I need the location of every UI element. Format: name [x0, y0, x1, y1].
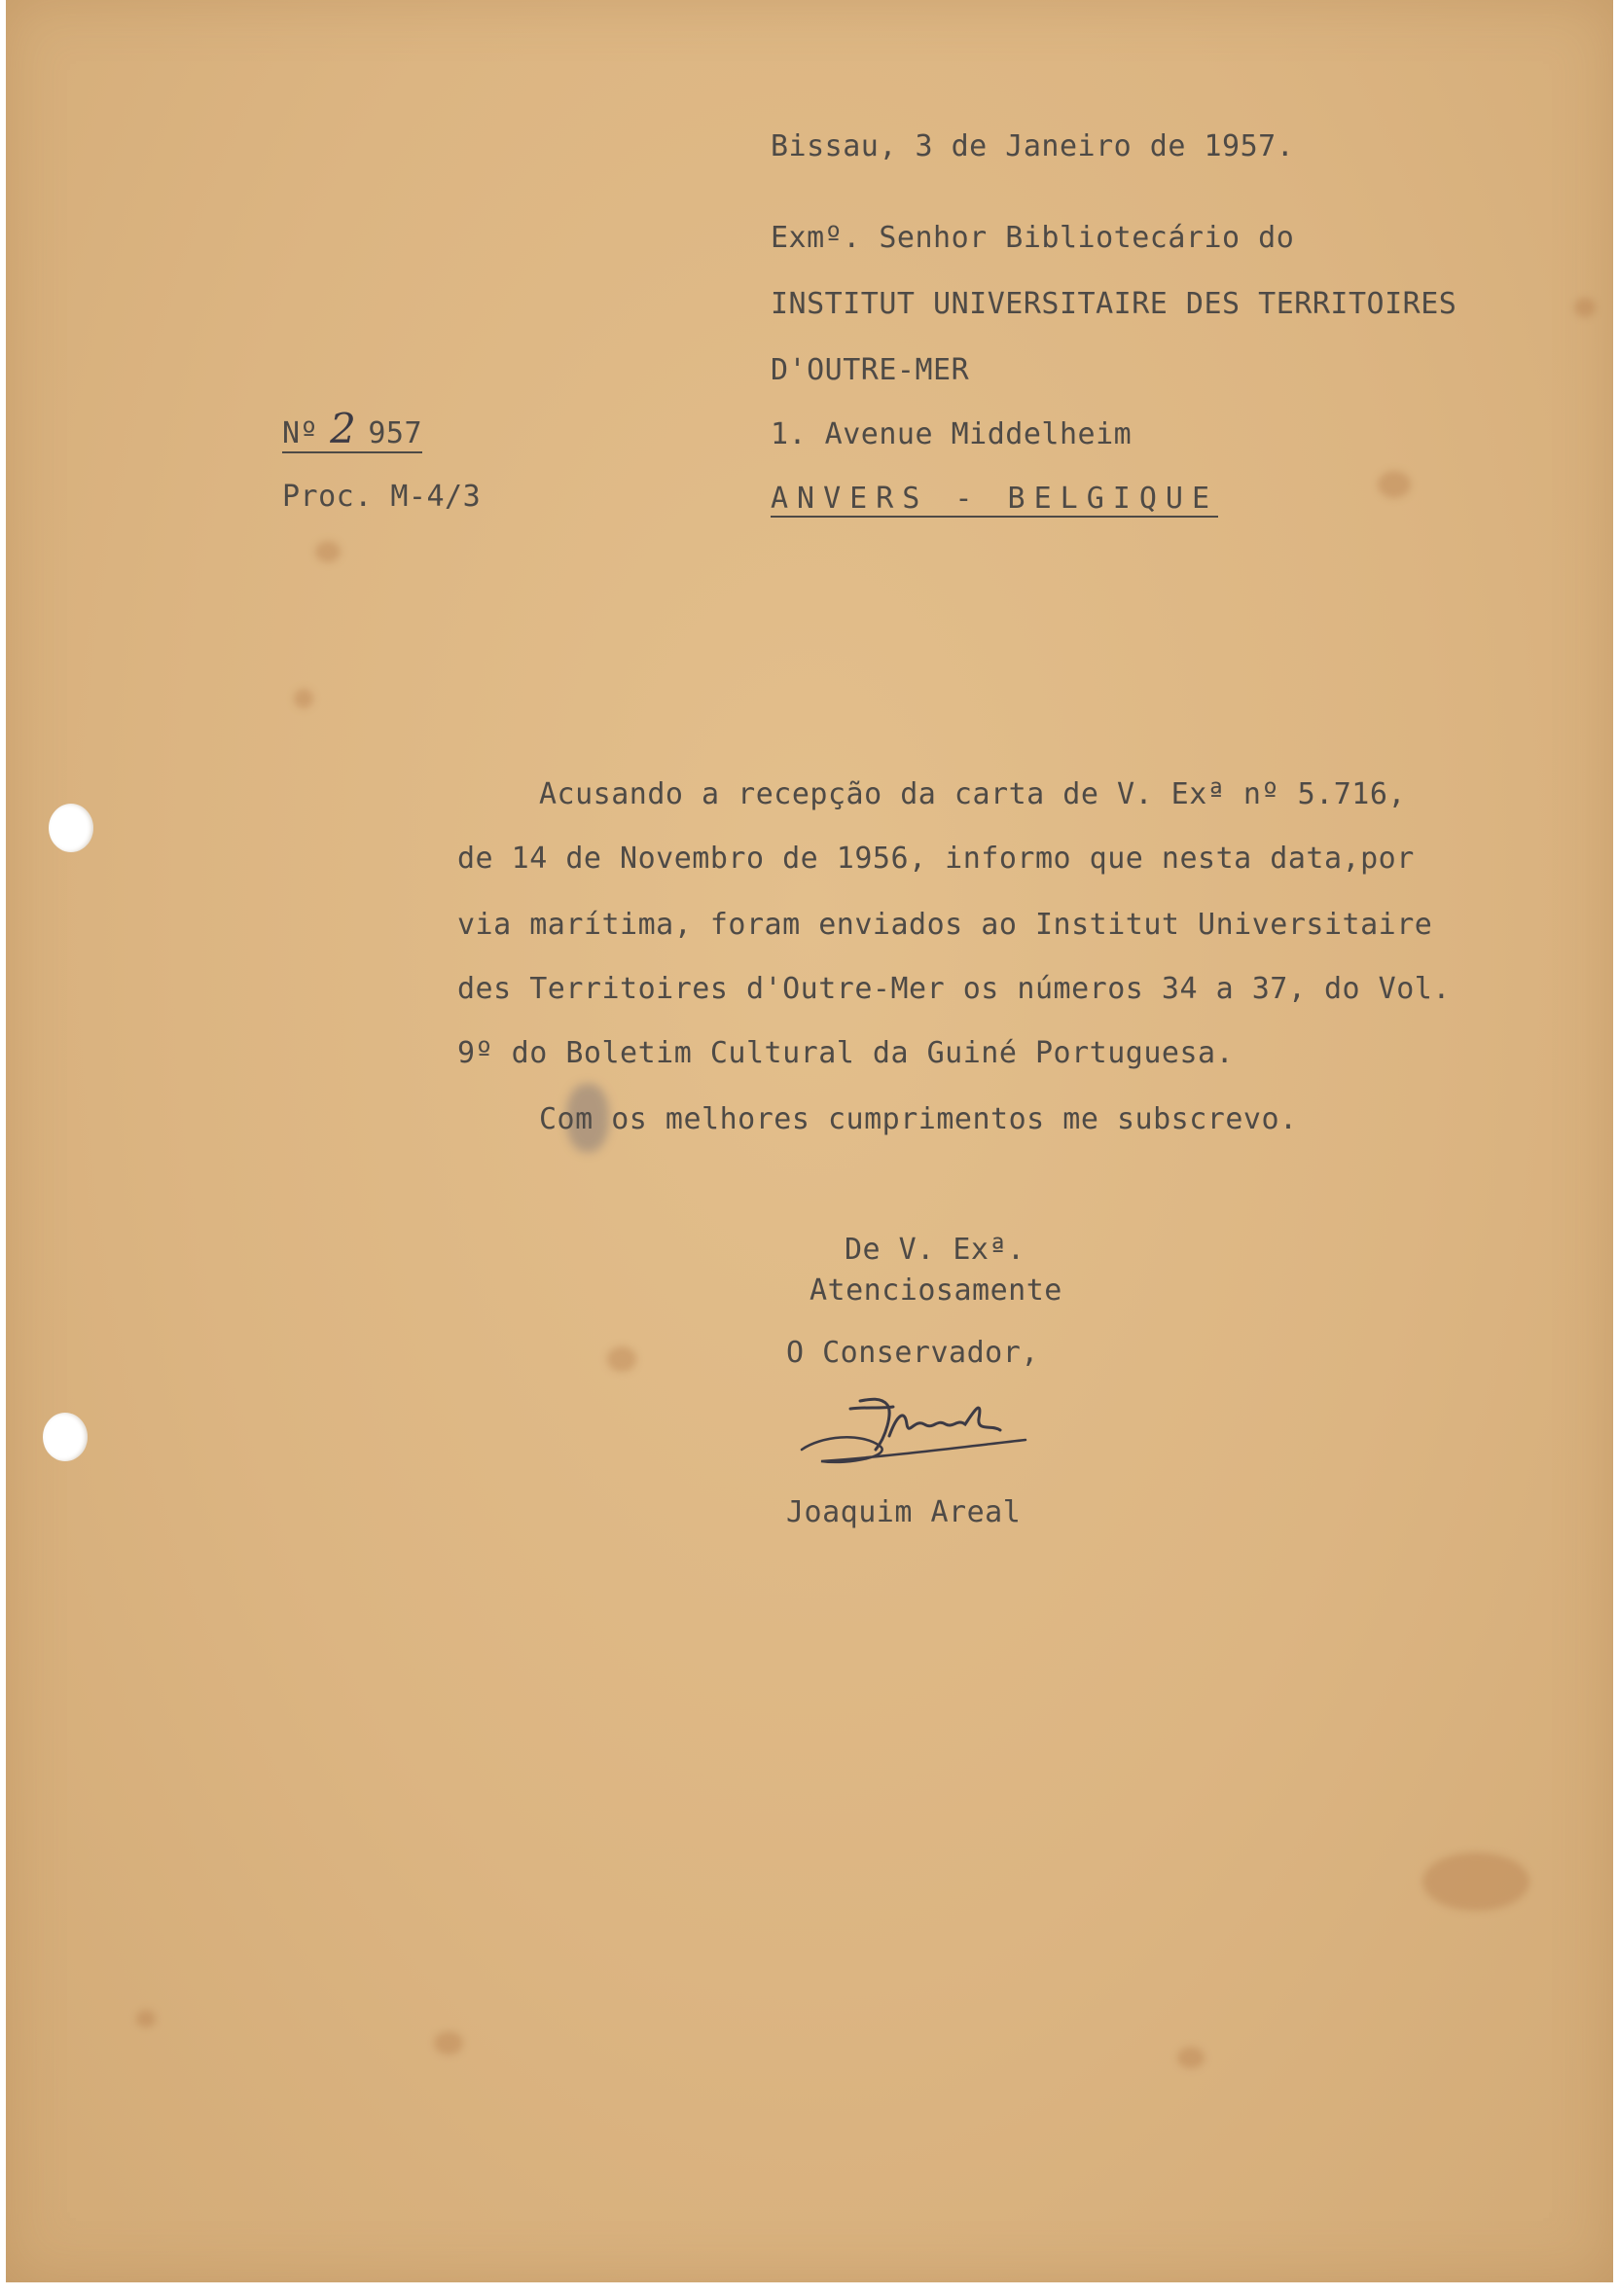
body-line-1: Acusando a recepção da carta de V. Exª nº 5.716,	[539, 777, 1406, 811]
paper-stain	[1574, 298, 1596, 317]
paper-stain	[294, 689, 313, 708]
place-date: Bissau, 3 de Janeiro de 1957.	[771, 129, 1295, 163]
reference-number-prefix: Nº	[282, 416, 319, 450]
paper-stain	[607, 1346, 636, 1372]
punch-hole-top	[49, 804, 93, 852]
addressee-street: 1. Avenue Middelheim	[771, 417, 1133, 451]
paper-stain	[315, 541, 341, 562]
reference-number	[282, 405, 423, 453]
reference-process: Proc. M-4/3	[282, 480, 482, 514]
addressee-institution-line2: D'OUTRE-MER	[771, 353, 970, 387]
paper-stain	[1378, 471, 1411, 498]
paper-stain	[136, 2010, 156, 2027]
sign-off-line2: Atenciosamente	[810, 1274, 1062, 1308]
body-line-2: de 14 de Novembro de 1956, informo que nesta data,por	[457, 842, 1415, 876]
letter-sheet	[6, 0, 1613, 2282]
sign-off-title: O Conservador,	[786, 1336, 1039, 1370]
closing-line: Com os melhores cumprimentos me subscrevo.	[539, 1102, 1298, 1136]
reference-number-handwritten: 2	[330, 405, 357, 452]
paper-stain	[434, 2031, 463, 2055]
paper-stain	[1177, 2047, 1205, 2068]
paper-stain	[1422, 1852, 1529, 1911]
sign-off-line1: De V. Exª.	[845, 1233, 1025, 1267]
body-line-5: 9º do Boletim Cultural da Guiné Portuguesa.	[457, 1036, 1235, 1070]
body-line-4: des Territoires d'Outre-Mer os números 34 a 37, do Vol.	[457, 972, 1451, 1006]
signatory-name: Joaquim Areal	[786, 1495, 1022, 1529]
body-line-3: via marítima, foram enviados ao Institut Universitaire	[457, 908, 1433, 942]
reference-number-suffix: 957	[368, 416, 423, 450]
addressee-salutation: Exmº. Senhor Bibliotecário do	[771, 221, 1295, 255]
handwritten-signature	[792, 1380, 1055, 1477]
addressee-institution-line1: INSTITUT UNIVERSITAIRE DES TERRITOIRES	[771, 287, 1457, 321]
punch-hole-bottom	[43, 1413, 88, 1461]
addressee-city-country: ANVERS - BELGIQUE	[771, 482, 1219, 516]
